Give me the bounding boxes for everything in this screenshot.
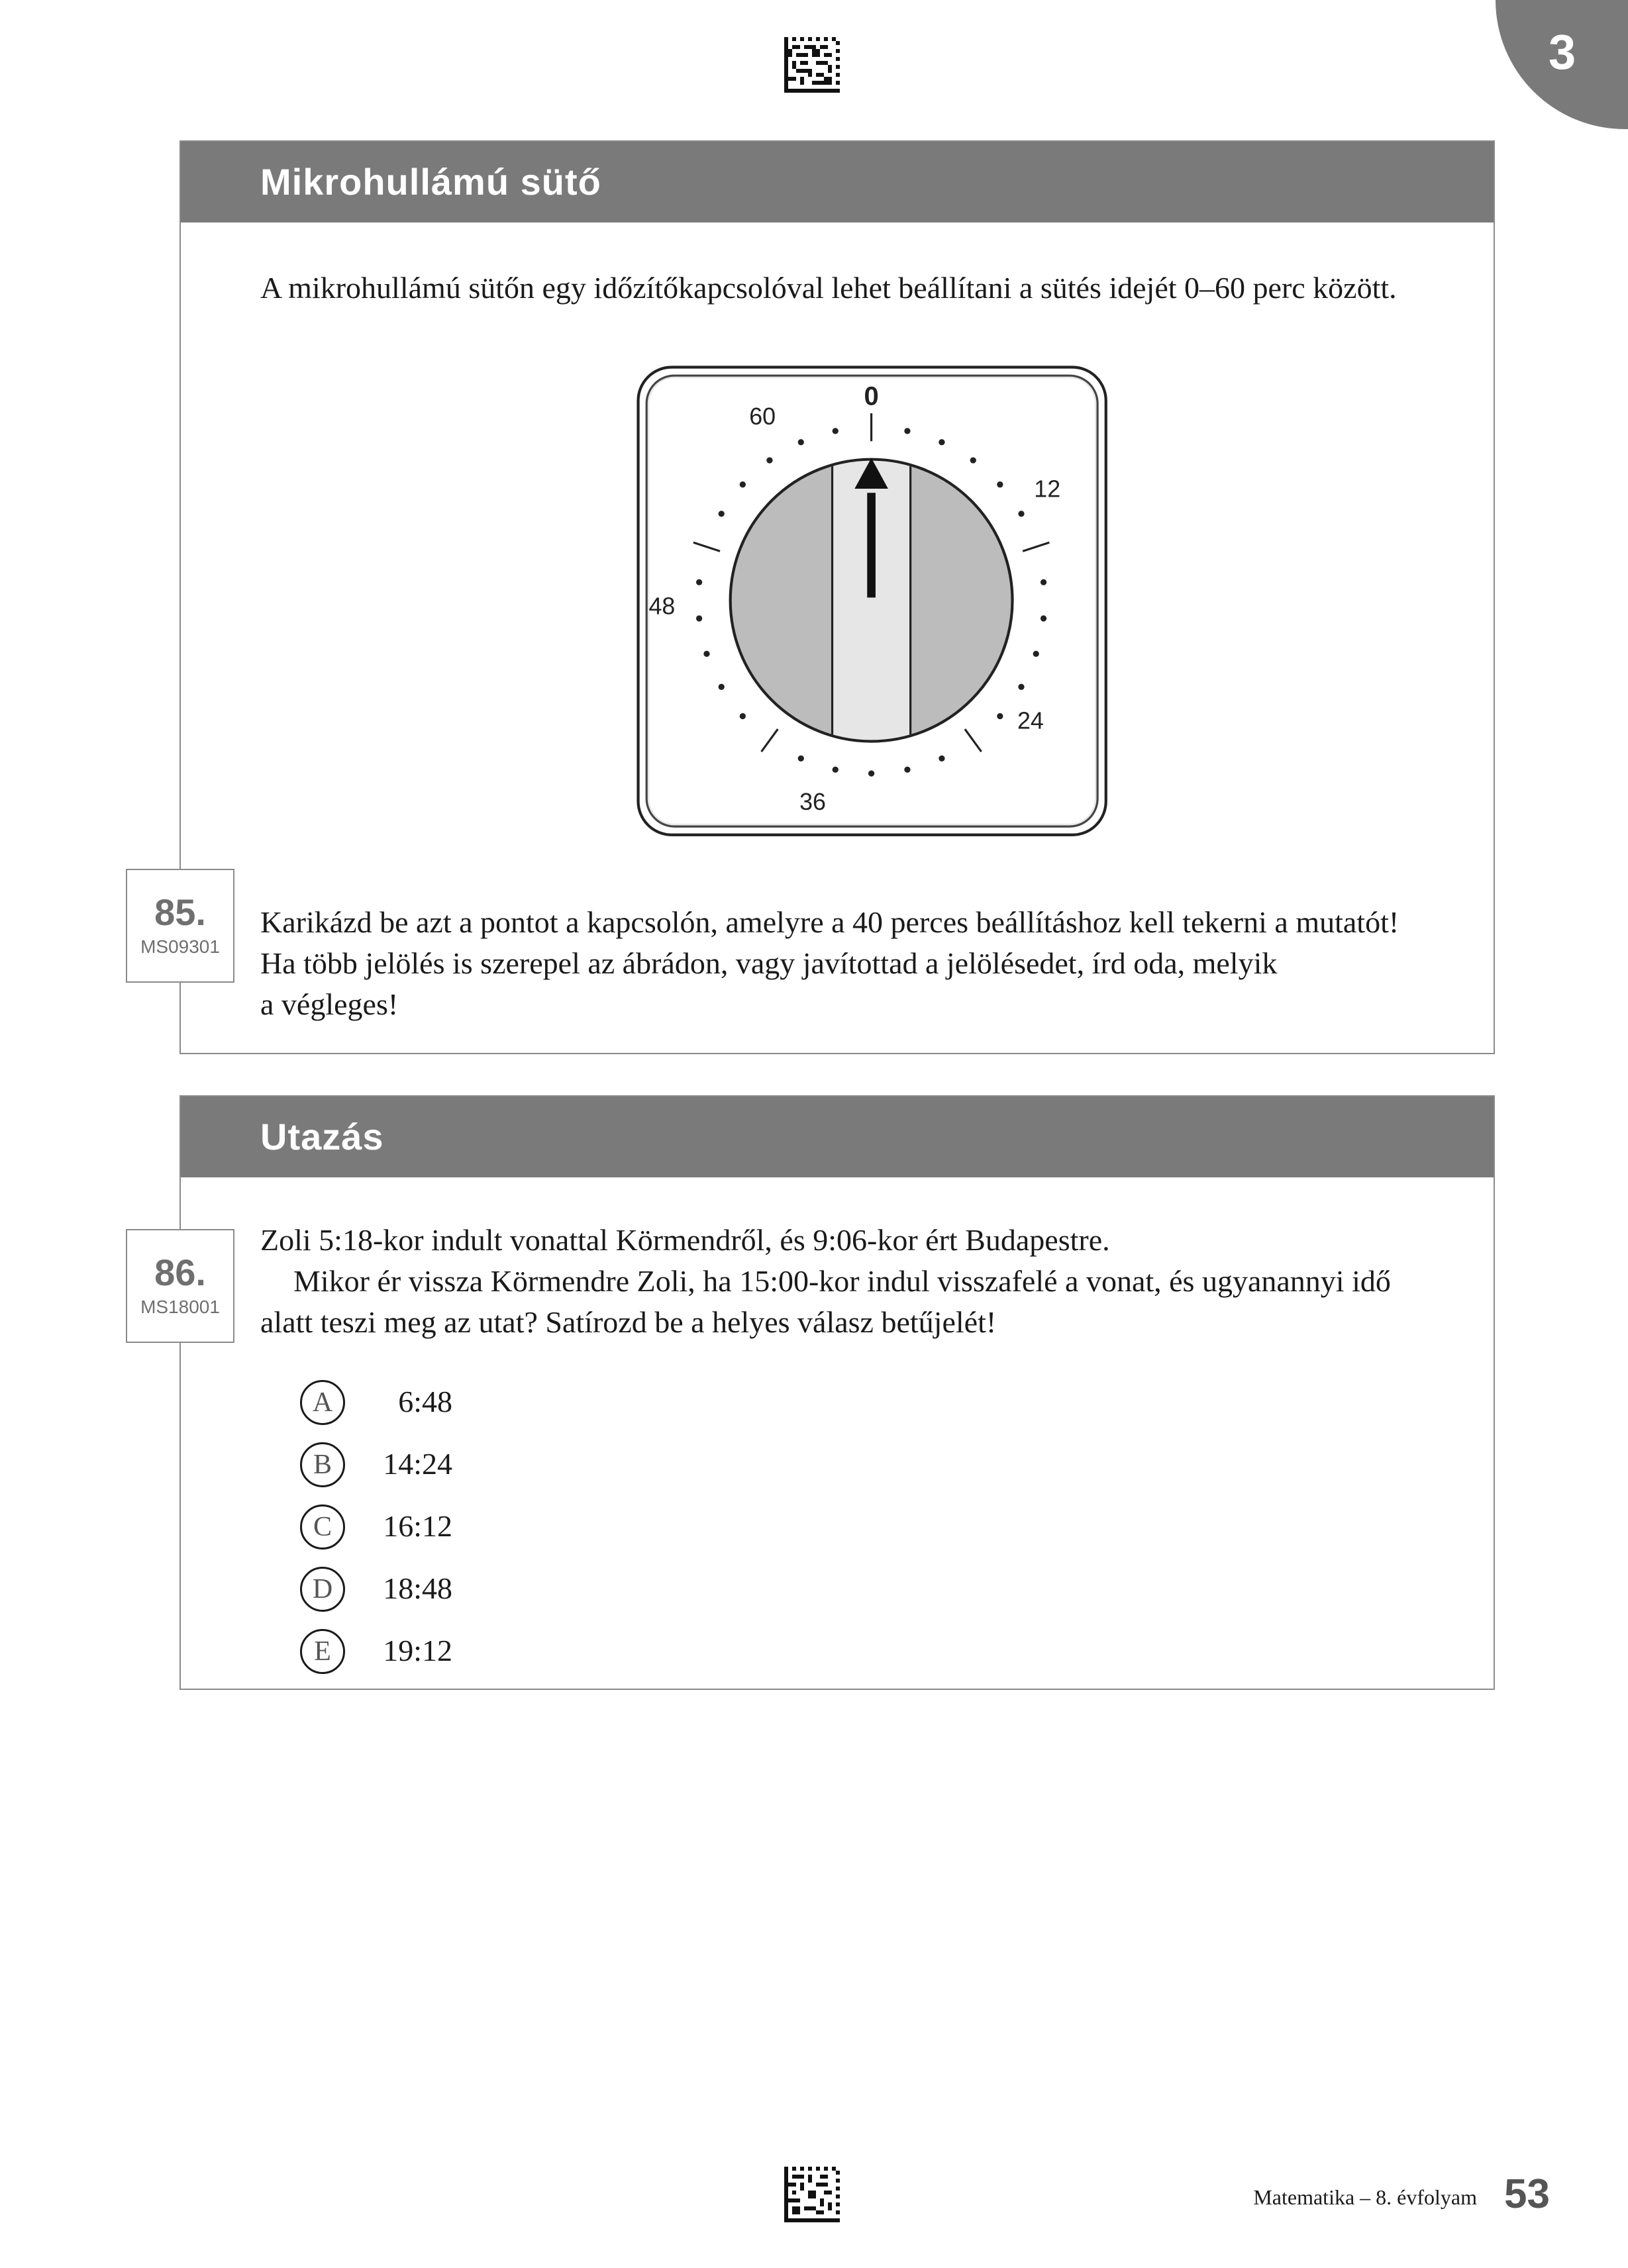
section-header xyxy=(181,142,1494,222)
minute-dot-58[interactable] xyxy=(833,428,839,434)
footer-subject: Matematika – 8. évfolyam xyxy=(1253,2185,1477,2209)
minute-dot-20[interactable] xyxy=(1018,684,1024,690)
task-number: 85. xyxy=(154,891,206,933)
section-travel xyxy=(140,1095,1495,1690)
option-value: 14:24 xyxy=(383,1447,452,1481)
minute-dot-50[interactable] xyxy=(719,511,725,517)
option-letter[interactable]: D xyxy=(300,1567,345,1612)
dial-label-48: 48 xyxy=(648,593,676,620)
dial-label-60: 60 xyxy=(749,403,776,430)
task-85-box xyxy=(126,869,234,983)
minute-dot-6[interactable] xyxy=(970,457,976,463)
task-85-line-1: Karikázd be azt a pontot a kapcsolón, amelyre a 40 perces beállításhoz kell tekerni a mutatót! xyxy=(260,905,1399,939)
datamatrix-code-bottom xyxy=(784,2167,840,2222)
dial-label-36: 36 xyxy=(799,788,826,815)
option-letter[interactable]: E xyxy=(300,1629,345,1674)
option-value: 18:48 xyxy=(383,1571,452,1605)
section-title: Mikrohullámú sütő xyxy=(260,161,601,203)
minute-dot-28[interactable] xyxy=(904,767,910,773)
section-header xyxy=(181,1097,1494,1177)
minute-dot-32[interactable] xyxy=(833,767,839,773)
minute-dot-56[interactable] xyxy=(798,439,804,445)
minute-dot-52[interactable] xyxy=(740,481,746,487)
task-code: MS18001 xyxy=(140,1297,220,1317)
task-86-box xyxy=(126,1229,234,1343)
option-letter[interactable]: A xyxy=(300,1380,345,1425)
booklet-number: 3 xyxy=(1549,25,1576,79)
minute-dot-54[interactable] xyxy=(766,457,772,463)
minute-dot-30[interactable] xyxy=(868,770,874,776)
datamatrix-code-top xyxy=(784,37,840,93)
timer-dial-figure xyxy=(631,360,1148,877)
task-85-line-2: Ha több jelölés is szerepel az ábrádon, vagy javítottad a jelölésedet, írd oda, melyik xyxy=(260,946,1278,980)
dial xyxy=(731,458,1013,744)
option-letter[interactable]: B xyxy=(300,1442,345,1487)
page-number: 53 xyxy=(1504,2171,1550,2217)
minute-dot-44[interactable] xyxy=(696,615,702,621)
option-value: 16:12 xyxy=(383,1509,452,1543)
task-code: MS09301 xyxy=(140,936,220,957)
task-86-line-2: Mikor ér vissza Körmendre Zoli, ha 15:00-kor indul visszafelé a vonat, és ugyanannyi idő xyxy=(293,1264,1391,1298)
section-title: Utazás xyxy=(260,1116,384,1158)
task-85-line-3: a végleges! xyxy=(260,987,399,1021)
dial-label-0: 0 xyxy=(864,381,879,411)
task-86-line-3: alatt teszi meg az utat? Satírozd be a helyes válasz betűjelét! xyxy=(260,1305,997,1339)
task-86-line-1: Zoli 5:18-kor indult vonattal Körmendről, és 9:06-kor ért Budapestre. xyxy=(260,1223,1110,1257)
minute-dot-42[interactable] xyxy=(703,651,709,657)
option-letter[interactable]: C xyxy=(300,1504,345,1550)
minute-dot-40[interactable] xyxy=(719,684,725,690)
minute-dot-38[interactable] xyxy=(740,713,746,719)
minute-dot-14[interactable] xyxy=(1041,579,1046,585)
minute-dot-2[interactable] xyxy=(904,428,910,434)
minute-dot-34[interactable] xyxy=(798,756,804,762)
minute-dot-26[interactable] xyxy=(939,756,944,762)
minute-dot-10[interactable] xyxy=(1018,511,1024,517)
minute-dot-4[interactable] xyxy=(939,439,944,445)
minute-dot-22[interactable] xyxy=(997,713,1003,719)
minute-dot-16[interactable] xyxy=(1041,615,1046,621)
intro-text: A mikrohullámú sütőn egy időzítőkapcsolóval lehet beállítani a sütés idejét 0–60 perc között. xyxy=(260,271,1397,305)
booklet-number-tab xyxy=(1496,0,1628,129)
minute-dot-18[interactable] xyxy=(1033,651,1039,657)
option-value: 19:12 xyxy=(383,1634,452,1667)
option-value: 6:48 xyxy=(398,1385,452,1418)
task-number: 86. xyxy=(154,1252,206,1293)
minute-dot-8[interactable] xyxy=(997,481,1003,487)
minute-dot-46[interactable] xyxy=(696,579,702,585)
section-microwave xyxy=(140,140,1495,1054)
dial-label-12: 12 xyxy=(1034,475,1061,503)
dial-label-24: 24 xyxy=(1017,707,1044,734)
